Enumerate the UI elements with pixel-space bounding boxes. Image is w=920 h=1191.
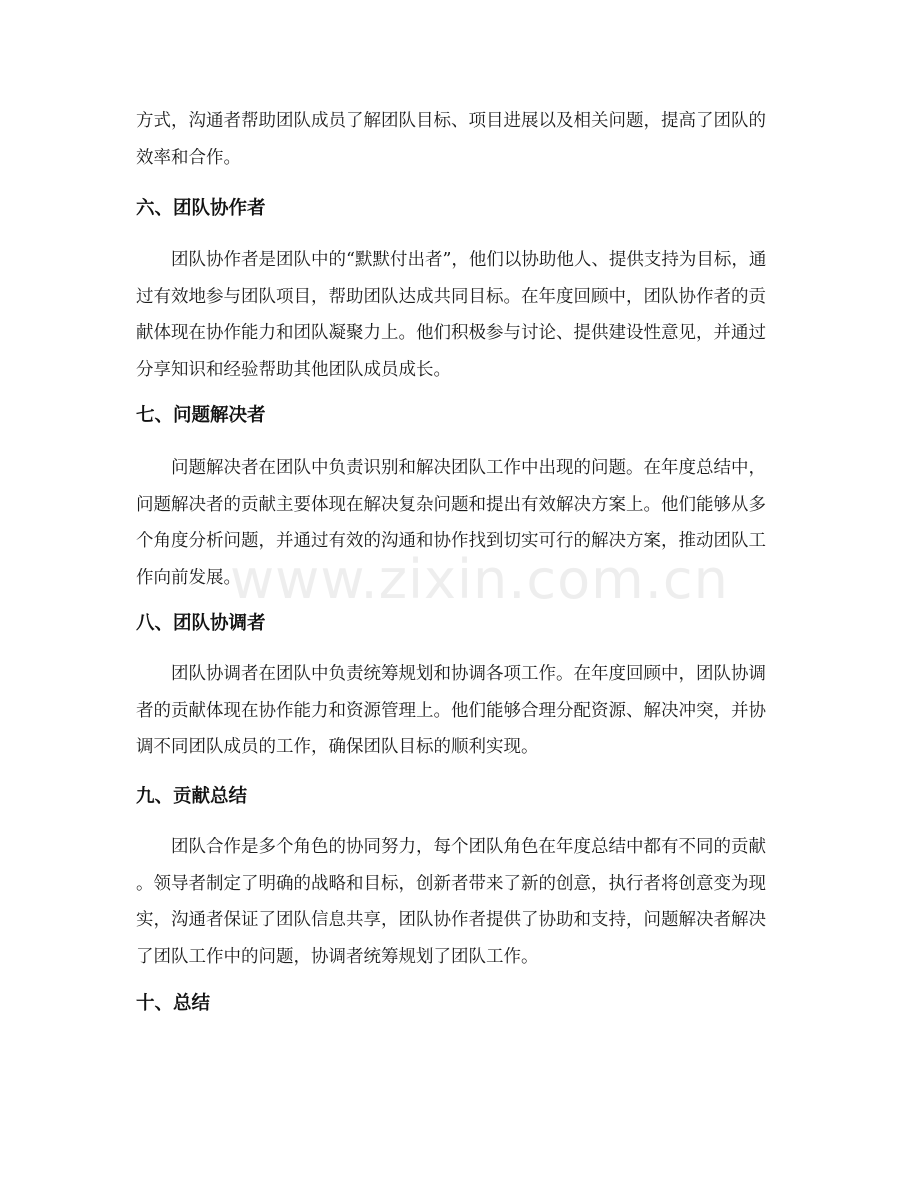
section-heading-9 [136,783,786,811]
paragraph-line: 分享知识和经验帮助其他团队成员成长。 [136,359,451,380]
section-heading-7 [136,402,786,430]
paragraph-line: 效率和合作。 [136,147,241,168]
paragraph-line: 献体现在协作能力和团队凝聚力上。他们积极参与讨论、提供建设性意见，并通过 [136,323,766,343]
paragraph-line: 者的贡献体现在协作能力和资源管理上。他们能够合理分配资源、解决冲突，并协 [136,700,766,721]
section-heading: 九、贡献总结 [136,786,248,807]
paragraph-line: 过有效地参与团队项目，帮助团队达成共同目标。在年度回顾中，团队协作者的贡 [136,286,766,307]
section-heading: 八、团队协调者 [136,613,266,634]
paragraph-line: 。领导者制定了明确的战略和目标，创新者带来了新的创意，执行者将创意变为现 [136,873,766,894]
section-heading: 六、团队协作者 [136,198,266,219]
section-heading-10 [136,990,786,1018]
intro-paragraph [136,103,786,176]
paragraph-line: 团队合作是多个角色的协同努力，每个团队角色在年度总结中都有不同的贡献 [171,837,766,857]
section-paragraph-7 [136,450,786,596]
paragraph-line: 问题解决者的贡献主要体现在解决复杂问题和提出有效解决方案上。他们能够从多 [136,494,766,515]
section-heading-8 [136,610,786,638]
section-paragraph-9 [136,829,786,975]
paragraph-line: 问题解决者在团队中负责识别和解决团队工作中出现的问题。在年度总结中， [171,458,766,478]
section-heading: 七、问题解决者 [136,405,266,426]
paragraph-line: 方式，沟通者帮助团队成员了解团队目标、项目进展以及相关问题，提高了团队的 [136,111,766,131]
paragraph-line: 调不同团队成员的工作，确保团队目标的顺利实现。 [136,737,539,757]
paragraph-line: 作向前发展。 [136,567,241,588]
paragraph-line: 了团队工作中的问题，协调者统筹规划了团队工作。 [136,946,539,967]
watermark: www.zixin.com.cn [230,548,729,611]
paragraph-line: 实，沟通者保证了团队信息共享，团队协作者提供了协助和支持，问题解决者解决 [136,910,766,930]
section-paragraph-6 [136,242,786,388]
section-paragraph-8 [136,656,786,766]
paragraph-line: 团队协调者在团队中负责统筹规划和协调各项工作。在年度回顾中，团队协调 [171,664,766,684]
paragraph-line: 个角度分析问题，并通过有效的沟通和协作找到切实可行的解决方案，推动团队工 [136,531,766,551]
paragraph-line: 团队协作者是团队中的“默默付出者”，他们以协助他人、提供支持为目标，通 [171,250,767,270]
section-heading-6 [136,195,786,223]
section-heading: 十、总结 [136,993,211,1014]
